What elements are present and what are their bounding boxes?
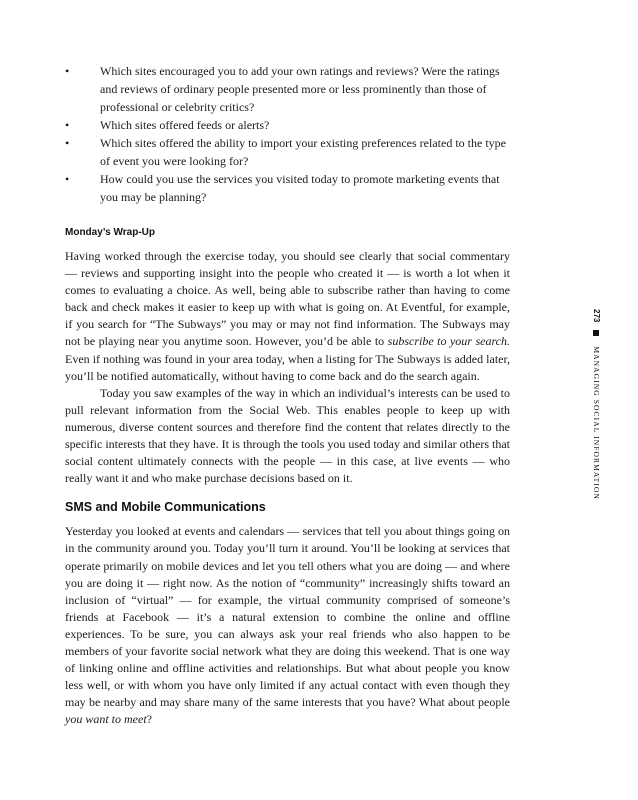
wrapup-paragraph-2: Today you saw examples of the way in which an individual’s interests can be used to pull relevant information from the Social Web. This enables people to keep up with numerous, diverse content sources and therefore find the content that relates directly to the specific interests that they have. It is through the tools you used today and similar others that social content ultimately connects with the people — in this case, at live events — who really want it and who make purchase decisions based on it. <box>65 385 510 486</box>
square-separator-icon <box>593 330 599 336</box>
bullet-icon: • <box>65 172 70 186</box>
emphasis-text: you want to meet <box>65 712 147 727</box>
page-number: 273 <box>592 309 601 323</box>
sms-section-heading: SMS and Mobile Communications <box>65 500 266 515</box>
bullet-icon: • <box>65 64 70 78</box>
wrapup-paragraph-1: Having worked through the exercise today, you should see clearly that social commentary — reviews and supporting insight into the people who created it — is worth a lot when it comes to evaluating a choice. As well, being able to subscribe rather than having to come back and check makes it easier to keep up with what is going on. At Eventful, for example, if you search for “The Subways” you may or may not find information. The Subways may not be playing near you anytime soon. However, you’d be able to subscribe to your search. Even if nothing was found in your area today, when a listing for The Subways is added later, you’ll be notified automatically, without having to come back and do the search again. <box>65 249 510 383</box>
emphasis-text: subscribe to your search. <box>387 334 510 349</box>
bullet-icon: • <box>65 136 70 150</box>
list-item: • Which sites offered feeds or alerts? <box>65 118 270 132</box>
sms-paragraph-1: Yesterday you looked at events and calendars — services that tell you about things going on in the community around you. Today you’ll turn it around. You’ll be looking at services that operate primarily on mobile devices and let you tell others what you are doing — and where you are doing it — right now. As the notion of “community” increasingly shifts toward an inclusion of “virtual” — for example, the virtual community comprised of someone’s friends at Facebook — it’s a natural extension to combine the online and offline experiences. To be sure, you can always ask your real friends who also happen to be members of your favorite social network what they are doing this weekend. That is one way of linking online and offline activities and relationships. But what about people you know less well, or with whom you have only limited if any actual contact with even though they may be nearby and may share many of the same interests that you have? What about people you want to meet? <box>65 524 510 727</box>
question-list <box>65 62 510 206</box>
running-head <box>591 309 601 500</box>
list-item: • Which sites encouraged you to add your own ratings and reviews? Were the ratings and reviews of ordinary people presented more or less prominently than those of professional or celebrity critics? <box>65 64 500 114</box>
page-body <box>65 62 510 728</box>
list-item: • How could you use the services you visited today to promote marketing events that you may be planning? <box>65 172 500 204</box>
wrapup-heading: Monday’s Wrap-Up <box>65 227 156 238</box>
chapter-title: MANAGING SOCIAL INFORMATION <box>592 346 601 500</box>
bullet-icon: • <box>65 118 70 132</box>
list-item: • Which sites offered the ability to import your existing preferences related to the type of event you were looking for? <box>65 136 506 168</box>
